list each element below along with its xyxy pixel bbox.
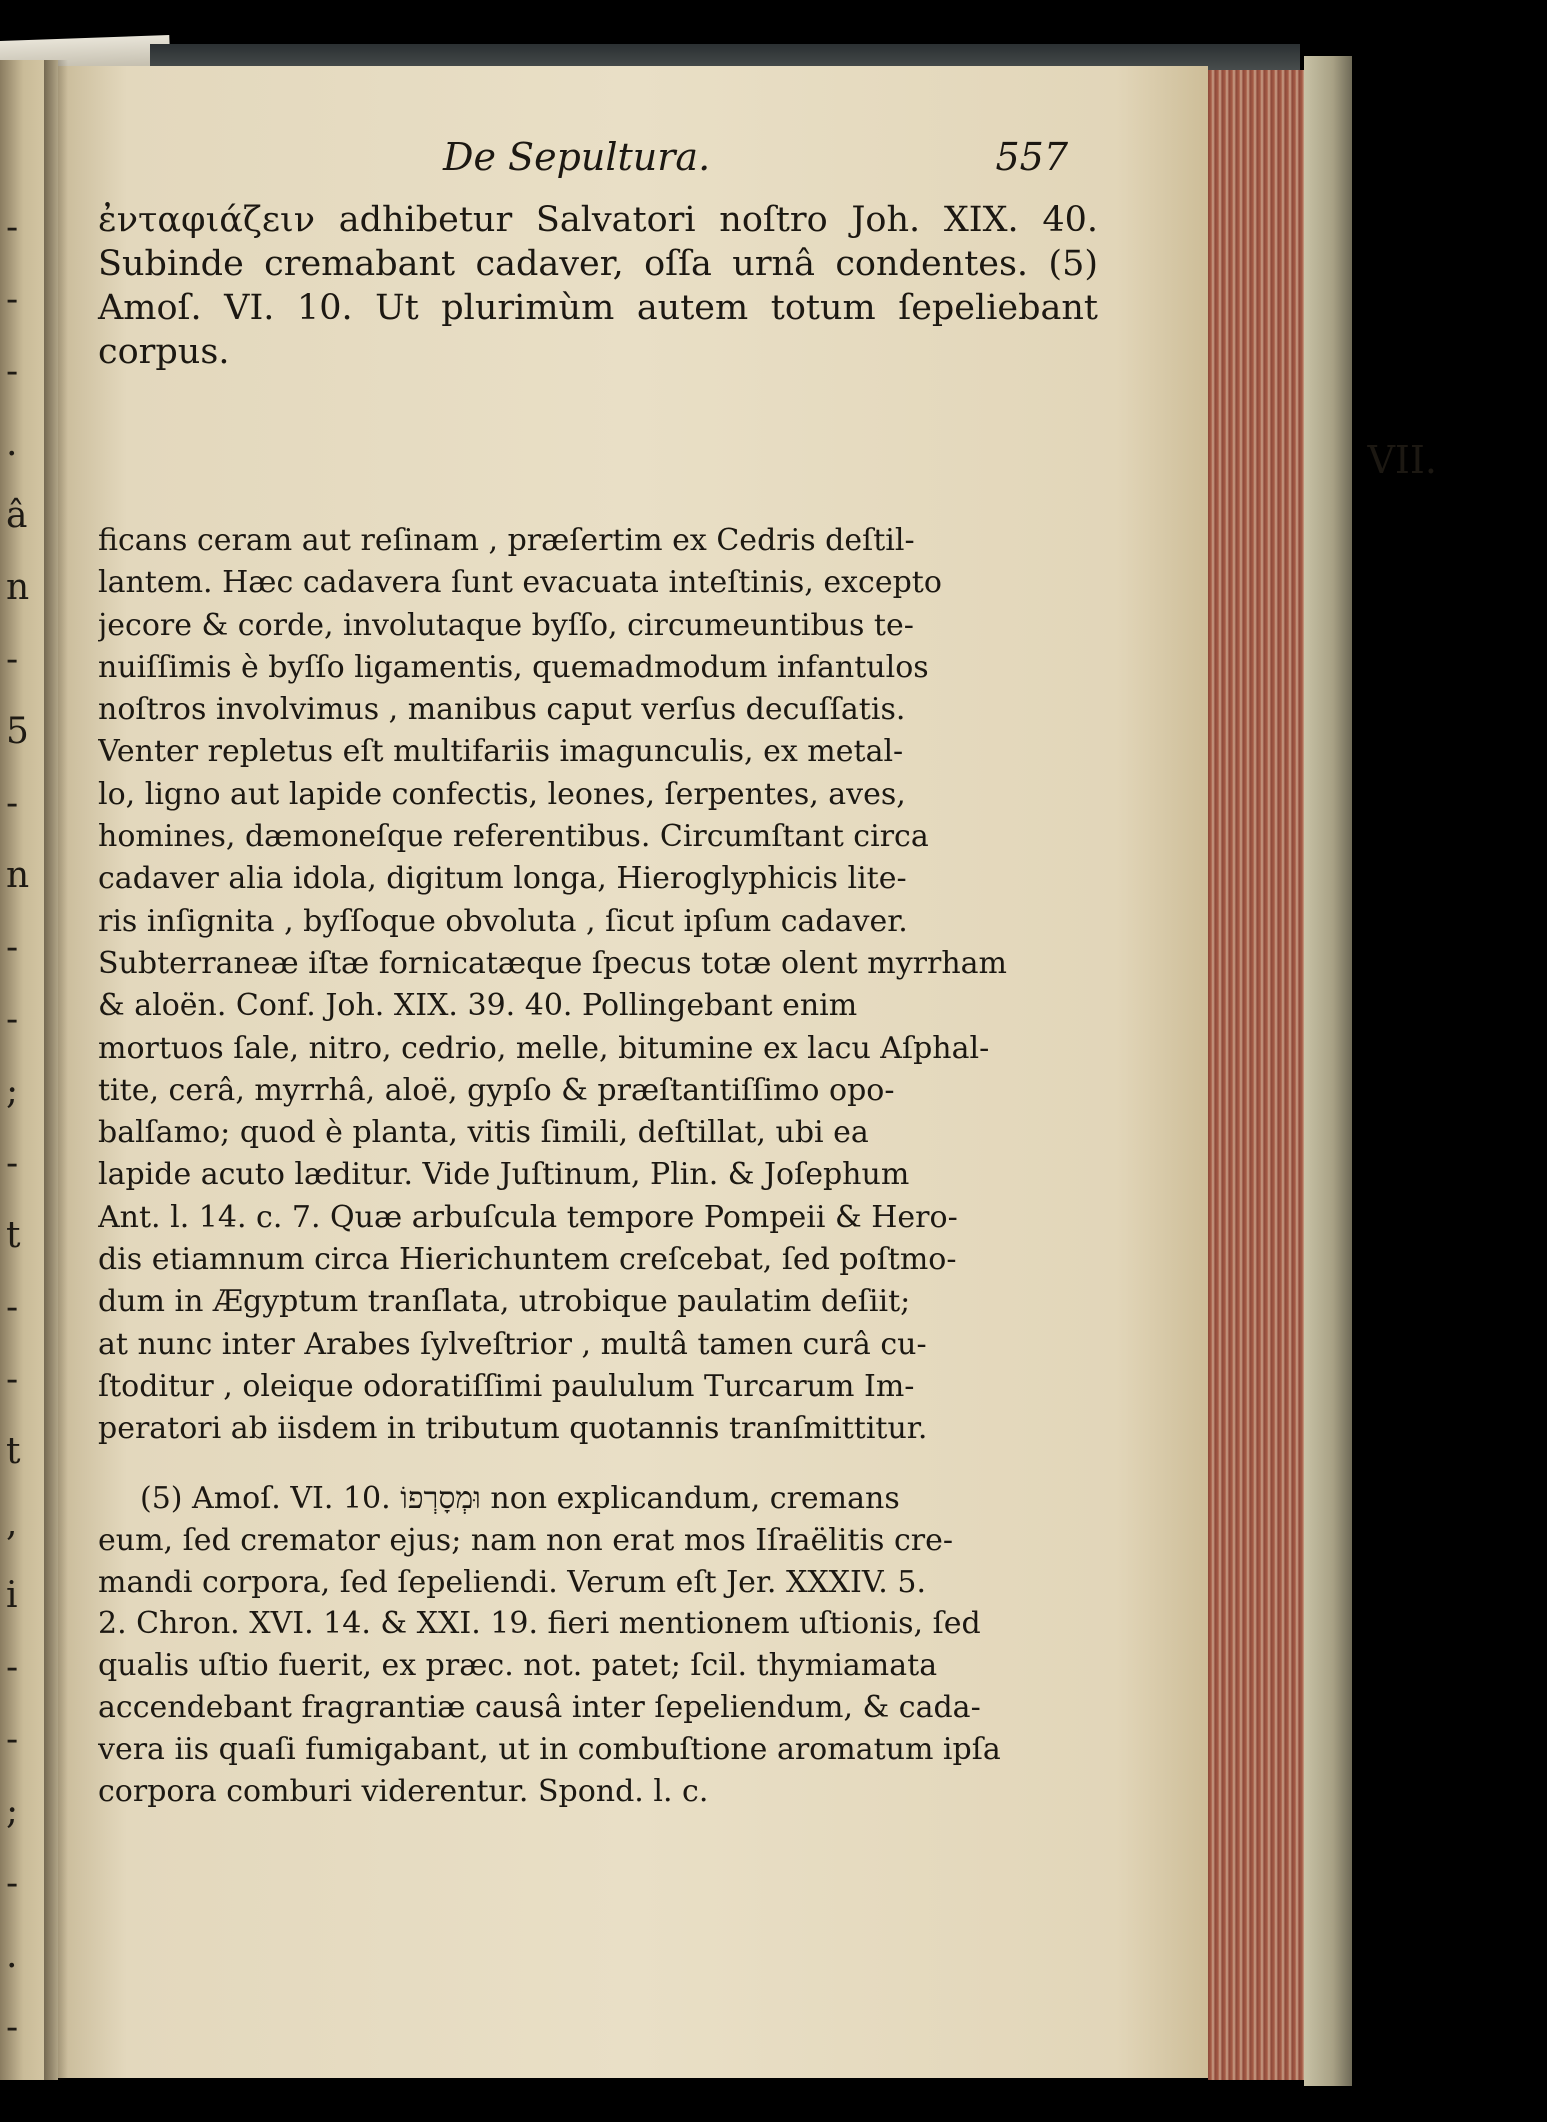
text-line: dum in Ægyptum tranſlata, utrobique paulatim deſiit; [98, 1284, 911, 1320]
page-fore-edge [1208, 70, 1304, 2080]
text-line: Ant. l. 14. c. 7. Quæ arbuſcula tempore Pompeii & Hero- [98, 1199, 958, 1235]
text-line: lo, ligno aut lapide confectis, leones, ſerpentes, aves, [98, 776, 906, 812]
previous-page-glyph: - [6, 927, 19, 968]
text-line: noſtros involvimus , manibus caput verſus decuſſatis. [98, 692, 906, 728]
upper-paragraph: ἐνταφιάζειν adhibetur Salvatori noſtro Joh. XIX. 40. Subinde cremabant cadaver, oſſa urnâ condentes. (5) Amoſ. VI. 10. Ut plurimùm autem totum ſepeliebant corpus. [98, 200, 1098, 372]
previous-page-glyph: - [6, 999, 19, 1040]
previous-page-glyph: - [6, 279, 19, 320]
previous-page-glyph: . [6, 1935, 18, 1976]
text-line: ficans ceram aut reſinam , præſertim ex Cedris deſtil- [98, 523, 915, 558]
text-line: dis etiamnum circa Hierichuntem creſcebat, ſed poſtmo- [98, 1242, 957, 1278]
previous-page-glyph: - [6, 1719, 19, 1760]
previous-page-glyph: n [6, 567, 30, 608]
previous-page-glyph: i [6, 1575, 18, 1616]
footnote-line: vera iis quaſi fumigabant, ut in combuſtione aromatum ipſa [98, 1731, 1001, 1767]
text-line: Subterraneæ iſtæ fornicatæque ſpecus totæ olent myrrham [98, 945, 1008, 981]
footnote-line: qualis uſtio fuerit, ex præc. not. patet; ſcil. thymiamata [98, 1648, 938, 1684]
footnote-line: (5) Amoſ. VI. 10. וּמְסָרְפוֹ non explicandum, cremans [140, 1481, 900, 1516]
previous-page-glyph: - [6, 207, 19, 248]
previous-page-glyph: - [6, 2007, 19, 2048]
text-line: & aloën. Conf. Joh. XIX. 39. 40. Pollingebant enim [98, 988, 858, 1024]
previous-page-glyph: - [6, 1143, 19, 1184]
book-cover-edge [1304, 56, 1352, 2086]
footnote-line: corpora comburi viderentur. Spond. l. c. [98, 1773, 709, 1809]
text-line: lantem. Hæc cadavera ſunt evacuata inteſtinis, excepto [98, 565, 942, 601]
previous-page-glyph: t [6, 1431, 21, 1472]
previous-page-glyph: , [6, 1503, 18, 1544]
previous-page-glyph: . [6, 423, 18, 464]
section-number: VII. [1367, 438, 1437, 482]
footnote-block [98, 1478, 1098, 1812]
upper-paragraph-block [98, 198, 1098, 374]
text-line: lapide acuto læditur. Vide Juſtinum, Plin. & Joſephum [98, 1157, 910, 1193]
previous-page-glyph: ; [6, 1071, 19, 1112]
previous-page-glyph: t [6, 1215, 21, 1256]
previous-page-glyph: â [6, 495, 28, 536]
text-line: at nunc inter Arabes ſylveſtrior , multâ tamen curâ cu- [98, 1326, 927, 1362]
page-number: 557 [995, 135, 1068, 179]
text-line: ſtoditur , oleique odoratiſſimi paululum Turcarum Im- [98, 1368, 915, 1404]
previous-page-glyph: - [6, 1647, 19, 1688]
text-line: homines, dæmoneſque referentibus. Circumſtant circa [98, 819, 929, 855]
previous-page-glyph: - [6, 639, 19, 680]
running-header [98, 135, 1098, 195]
text-line: nuiſſimis è byſſo ligamentis, quemadmodum infantulos [98, 649, 929, 685]
text-line: jecore & corde, involutaque byſſo, circumeuntibus te- [98, 607, 914, 643]
previous-page-glyph: - [6, 1287, 19, 1328]
text-line: balſamo; quod è planta, vitis ſimili, deſtillat, ubi ea [98, 1115, 869, 1151]
text-line: ris inſignita , byſſoque obvoluta , ſicut ipſum cadaver. [98, 903, 908, 939]
previous-page-glyph: n [6, 855, 30, 896]
text-line: peratori ab iisdem in tributum quotannis tranſmittitur. [98, 1411, 928, 1447]
previous-page-glyph: - [6, 351, 19, 392]
previous-page-glyph: ; [6, 1791, 19, 1832]
footnote-line: mandi corpora, ſed ſepeliendi. Verum eſt Jer. XXXIV. 5. [98, 1564, 927, 1600]
footnote-line: accendebant fragrantiæ causâ inter ſepeliendum, & cada- [98, 1689, 981, 1725]
text-line: Venter repletus eſt multifariis imagunculis, ex metal- [98, 734, 904, 770]
text-line: cadaver alia idola, digitum longa, Hieroglyphicis lite- [98, 861, 907, 897]
text-line: mortuos ſale, nitro, cedrio, melle, bitumine ex lacu Aſphal- [98, 1030, 990, 1066]
text-line: tite, cerâ, myrrhâ, aloë, gypſo & præſtantiſſimo opo- [98, 1072, 895, 1108]
previous-page-glyph: - [6, 783, 19, 824]
footnote-line: 2. Chron. XVI. 14. & XXI. 19. fieri mentionem uſtionis, ſed [98, 1606, 981, 1642]
running-title: De Sepultura. [443, 135, 711, 179]
gutter-shadow [44, 60, 68, 2080]
previous-page-glyph: 5 [6, 711, 29, 752]
footnote-line: eum, ſed cremator ejus; nam non erat mos Iſraëlitis cre- [98, 1522, 954, 1558]
previous-page-glyph: - [6, 1359, 19, 1400]
main-text-block [98, 520, 1098, 1451]
previous-page-glyph: - [6, 1863, 19, 1904]
